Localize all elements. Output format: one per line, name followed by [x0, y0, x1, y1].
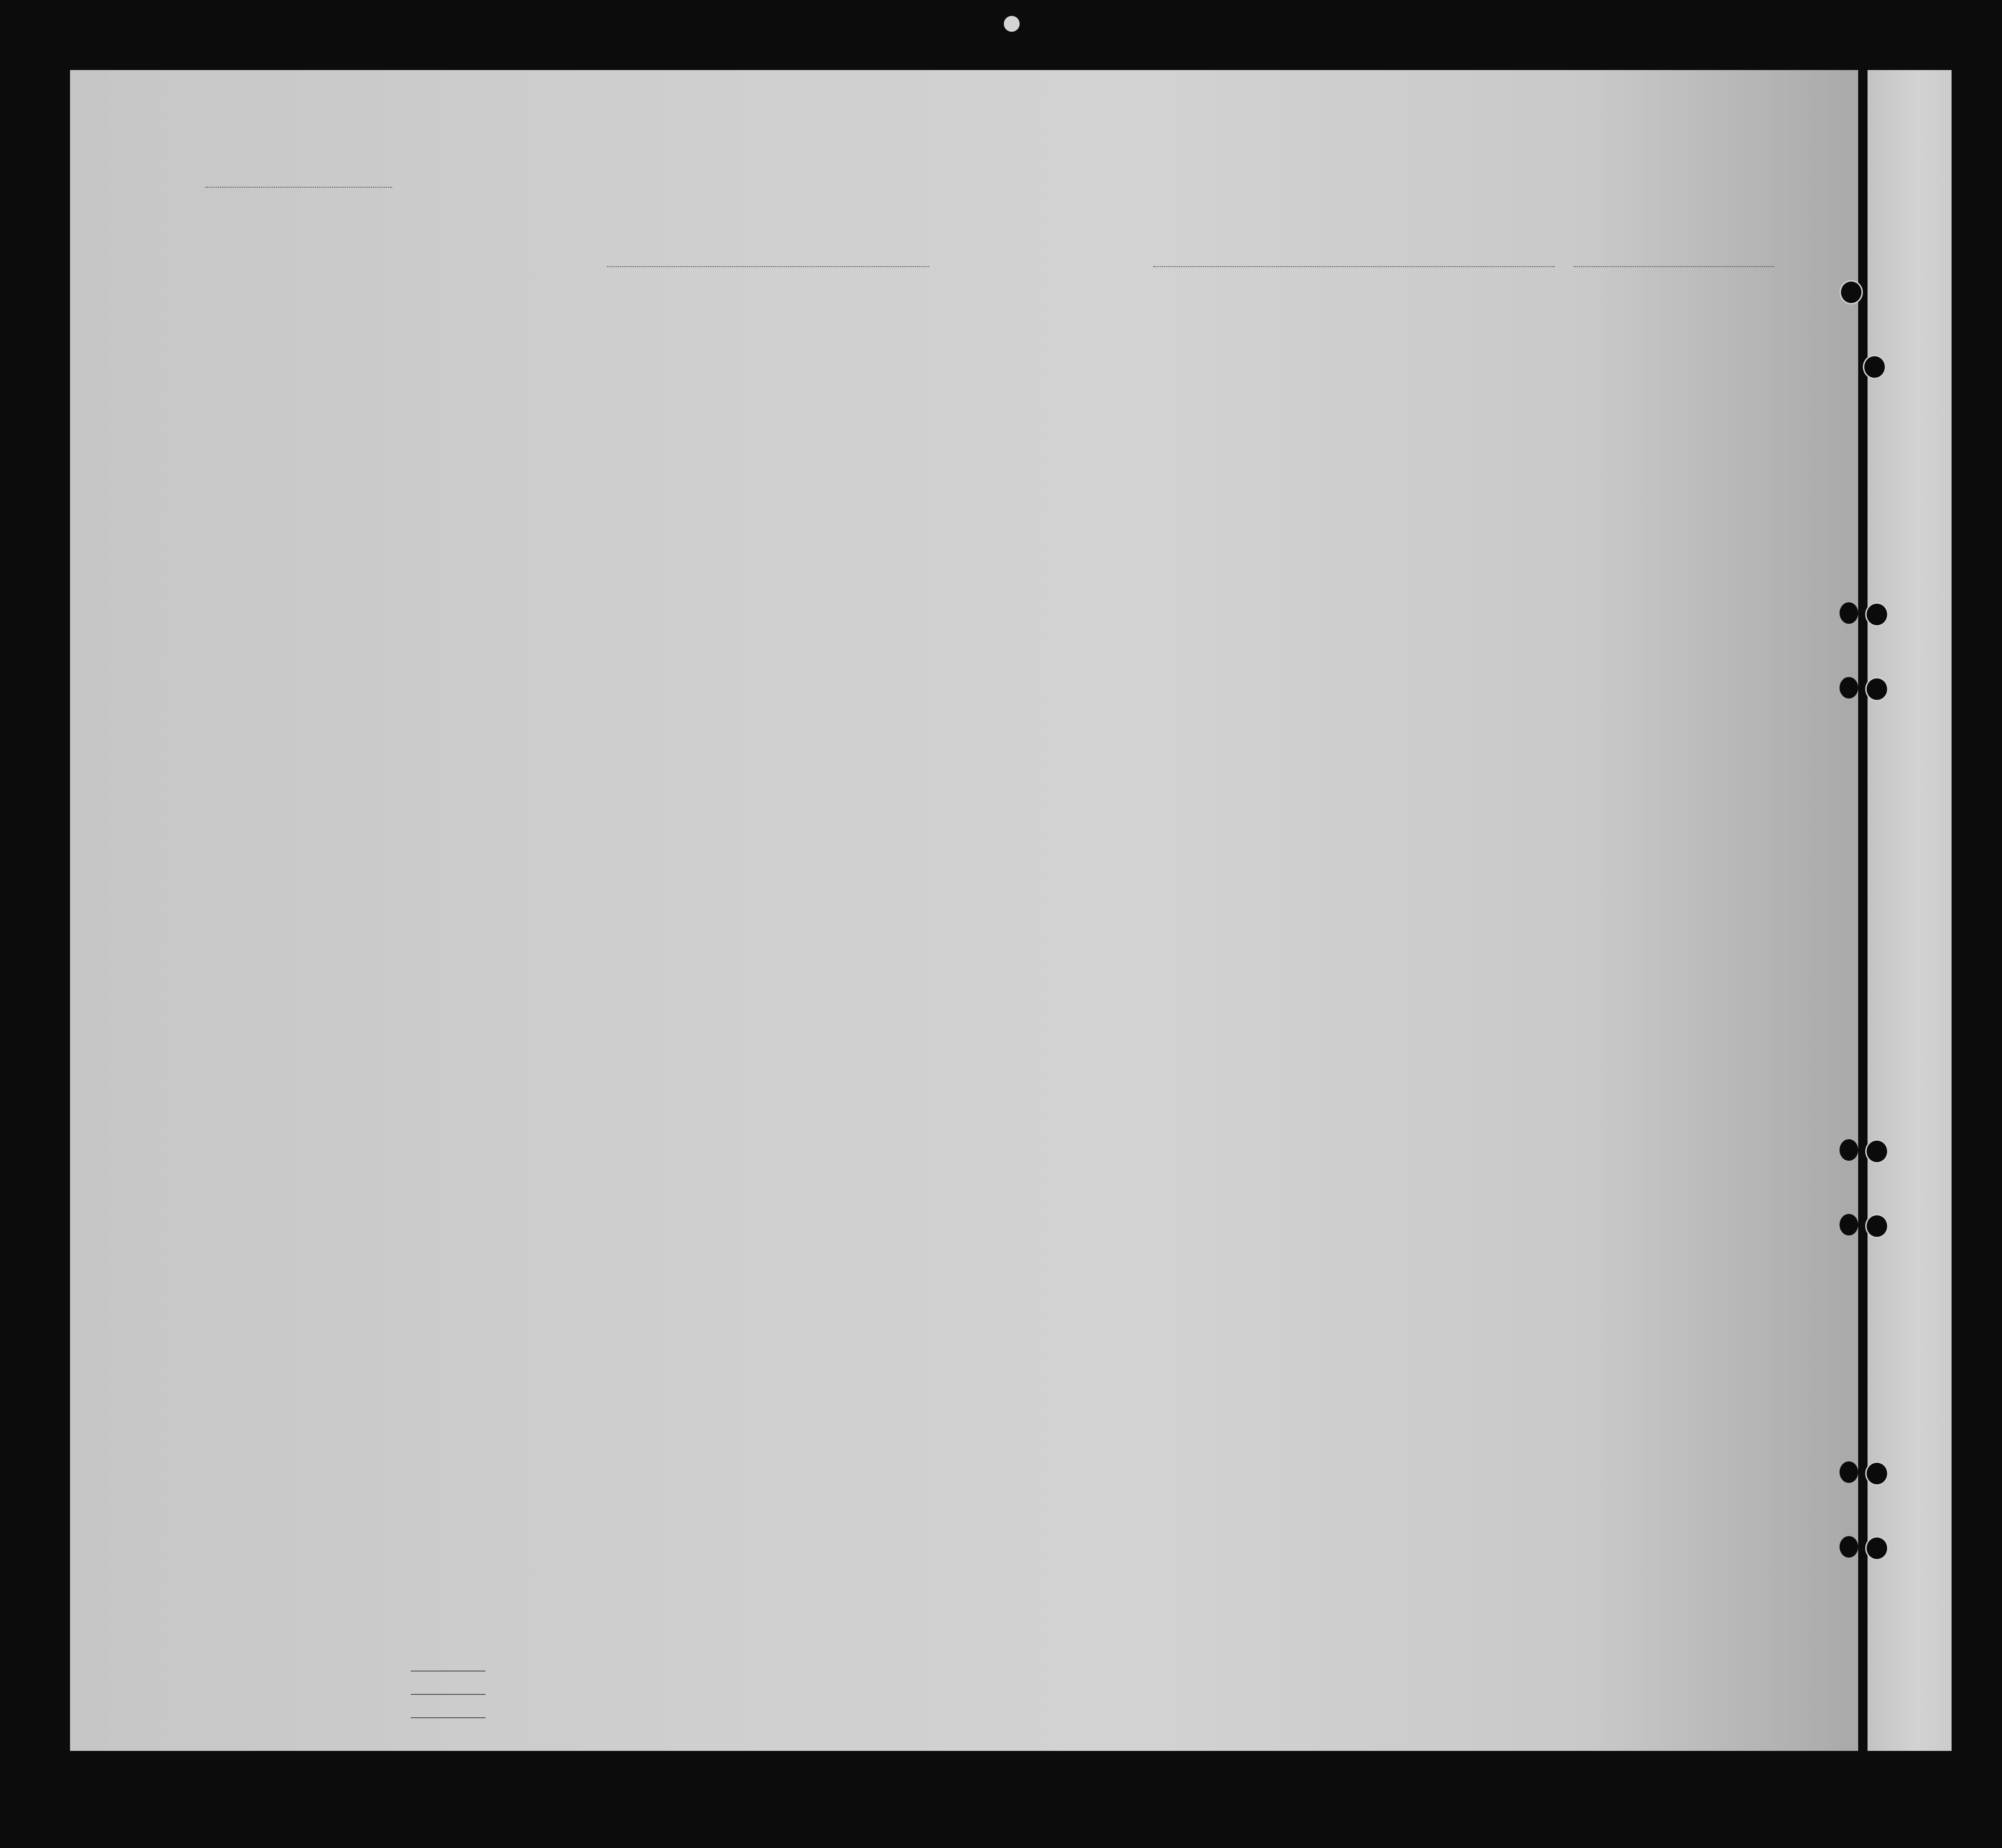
punch-hole [1840, 677, 1858, 698]
port-underline [1153, 266, 1555, 267]
punch-hole [1840, 1536, 1858, 1558]
punch-hole [1865, 1214, 1889, 1238]
ship-underline [607, 266, 929, 267]
next-page-edge [1868, 70, 1952, 1751]
punch-hole [1865, 602, 1889, 627]
binding-hole [1004, 16, 1020, 32]
citizens-line [411, 1694, 486, 1695]
punch-hole [1840, 280, 1863, 304]
punch-hole [1840, 1214, 1858, 1235]
punch-hole [1865, 1536, 1889, 1560]
punch-hole [1840, 602, 1858, 624]
aliens-line [411, 1717, 486, 1718]
manifest-sheet [70, 70, 1858, 1751]
total-line [411, 1671, 486, 1672]
manifest-grid [70, 70, 1858, 1751]
list-underline [205, 187, 392, 188]
punch-hole [1840, 1461, 1858, 1483]
punch-hole [1865, 677, 1889, 701]
punch-hole [1865, 1139, 1889, 1164]
punch-hole [1840, 1139, 1858, 1161]
punch-hole [1865, 1461, 1889, 1486]
date-underline [1573, 266, 1774, 267]
punch-hole [1863, 355, 1886, 379]
